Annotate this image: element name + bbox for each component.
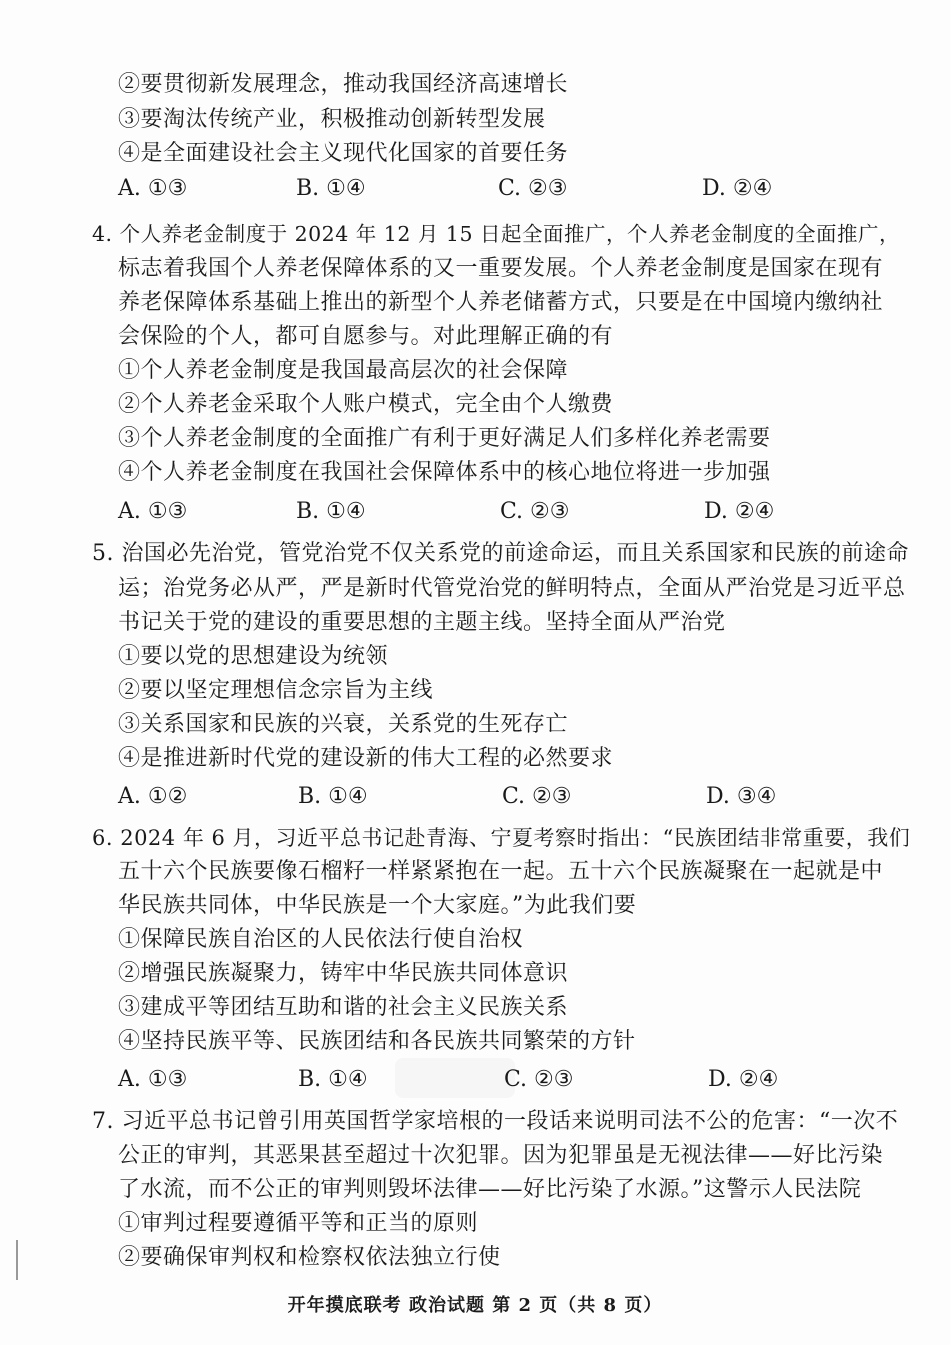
choice-d: D. ②④ xyxy=(704,499,775,524)
question-5-option: ①要以党的思想建设为统领 xyxy=(118,644,389,669)
scan-edge-mark xyxy=(16,1240,18,1280)
question-4-stem: 标志着我国个人养老保障体系的又一重要发展。个人养老金制度是国家在现有 xyxy=(118,256,884,281)
question-6-option: ③建成平等团结互助和谐的社会主义民族关系 xyxy=(118,995,569,1020)
question-7-option: ①审判过程要遵循平等和正当的原则 xyxy=(118,1211,479,1236)
question-6-stem: 华民族共同体，中华民族是一个大家庭。”为此我们要 xyxy=(118,893,637,918)
question-4-stem: 4. 个人养老金制度于 2024 年 12 月 15 日起全面推广，个人养老金制度的全面推广， xyxy=(92,222,901,246)
choice-b: B. ①④ xyxy=(298,1067,368,1092)
choice-b: B. ①④ xyxy=(296,499,366,524)
choice-a: A. ①③ xyxy=(118,499,188,524)
choice-c: C. ②③ xyxy=(504,1067,574,1092)
page-footer: 开年摸底联考 政治试题 第 2 页（共 8 页） xyxy=(287,1295,663,1316)
choice-a: A. ①② xyxy=(118,784,188,809)
choice-c: C. ②③ xyxy=(500,499,570,524)
option-line: ②要贯彻新发展理念，推动我国经济高速增长 xyxy=(118,72,569,97)
question-5-option: ④是推进新时代党的建设新的伟大工程的必然要求 xyxy=(118,746,614,771)
question-6-option: ②增强民族凝聚力，铸牢中华民族共同体意识 xyxy=(118,961,569,986)
answer-choices xyxy=(118,174,818,204)
question-6-stem: 6. 2024 年 6 月，习近平总书记赴青海、宁夏考察时指出：“民族团结非常重要，我们 xyxy=(92,826,911,850)
question-5-option: ③关系国家和民族的兴衰，关系党的生死存亡 xyxy=(118,712,569,737)
choice-d: D. ②④ xyxy=(708,1067,779,1092)
question-4-option: ③个人养老金制度的全面推广有利于更好满足人们多样化养老需要 xyxy=(118,426,771,451)
question-4-option: ①个人养老金制度是我国最高层次的社会保障 xyxy=(118,358,569,383)
question-4-option: ②个人养老金采取个人账户模式，完全由个人缴费 xyxy=(118,392,614,417)
option-line: ④是全面建设社会主义现代化国家的首要任务 xyxy=(118,141,569,166)
question-5-stem: 5. 治国必先治党，管党治党不仅关系党的前途命运，而且关系国家和民族的前途命 xyxy=(92,541,909,566)
choice-c: C. ②③ xyxy=(498,176,568,201)
choice-b: B. ①④ xyxy=(296,176,366,201)
question-7-stem: 了水流，而不公正的审判则毁坏法律——好比污染了水源。”这警示人民法院 xyxy=(118,1177,862,1202)
choice-a: A. ①③ xyxy=(118,176,188,201)
question-7-stem: 公正的审判，其恶果甚至超过十次犯罪。因为犯罪虽是无视法律——好比污染 xyxy=(118,1143,884,1168)
question-4-option: ④个人养老金制度在我国社会保障体系中的核心地位将进一步加强 xyxy=(118,460,771,485)
question-4-stem: 会保险的个人，都可自愿参与。对此理解正确的有 xyxy=(118,324,614,349)
question-7-stem: 7. 习近平总书记曾引用英国哲学家培根的一段话来说明司法不公的危害：“一次不 xyxy=(92,1109,899,1134)
question-5-choices xyxy=(118,782,818,812)
choice-d: D. ②④ xyxy=(702,176,773,201)
option-line: ③要淘汰传统产业，积极推动创新转型发展 xyxy=(118,107,546,132)
question-4-stem: 养老保障体系基础上推出的新型个人养老储蓄方式，只要是在中国境内缴纳社 xyxy=(118,290,884,315)
question-6-option: ④坚持民族平等、民族团结和各民族共同繁荣的方针 xyxy=(118,1029,636,1054)
choice-a: A. ①③ xyxy=(118,1067,188,1092)
question-6-option: ①保障民族自治区的人民依法行使自治权 xyxy=(118,927,524,952)
question-6-choices xyxy=(118,1065,818,1095)
question-7-option: ②要确保审判权和检察权依法独立行使 xyxy=(118,1245,501,1270)
question-6-stem: 五十六个民族要像石榴籽一样紧紧抱在一起。五十六个民族凝聚在一起就是中 xyxy=(118,859,884,884)
choice-b: B. ①④ xyxy=(298,784,368,809)
question-5-stem: 书记关于党的建设的重要思想的主题主线。坚持全面从严治党 xyxy=(118,610,726,635)
question-5-stem: 运；治党务必从严，严是新时代管党治党的鲜明特点，全面从严治党是习近平总 xyxy=(118,576,906,601)
choice-c: C. ②③ xyxy=(502,784,572,809)
question-4-choices xyxy=(118,497,818,527)
choice-d: D. ③④ xyxy=(706,784,777,809)
question-5-option: ②要以坚定理想信念宗旨为主线 xyxy=(118,678,434,703)
